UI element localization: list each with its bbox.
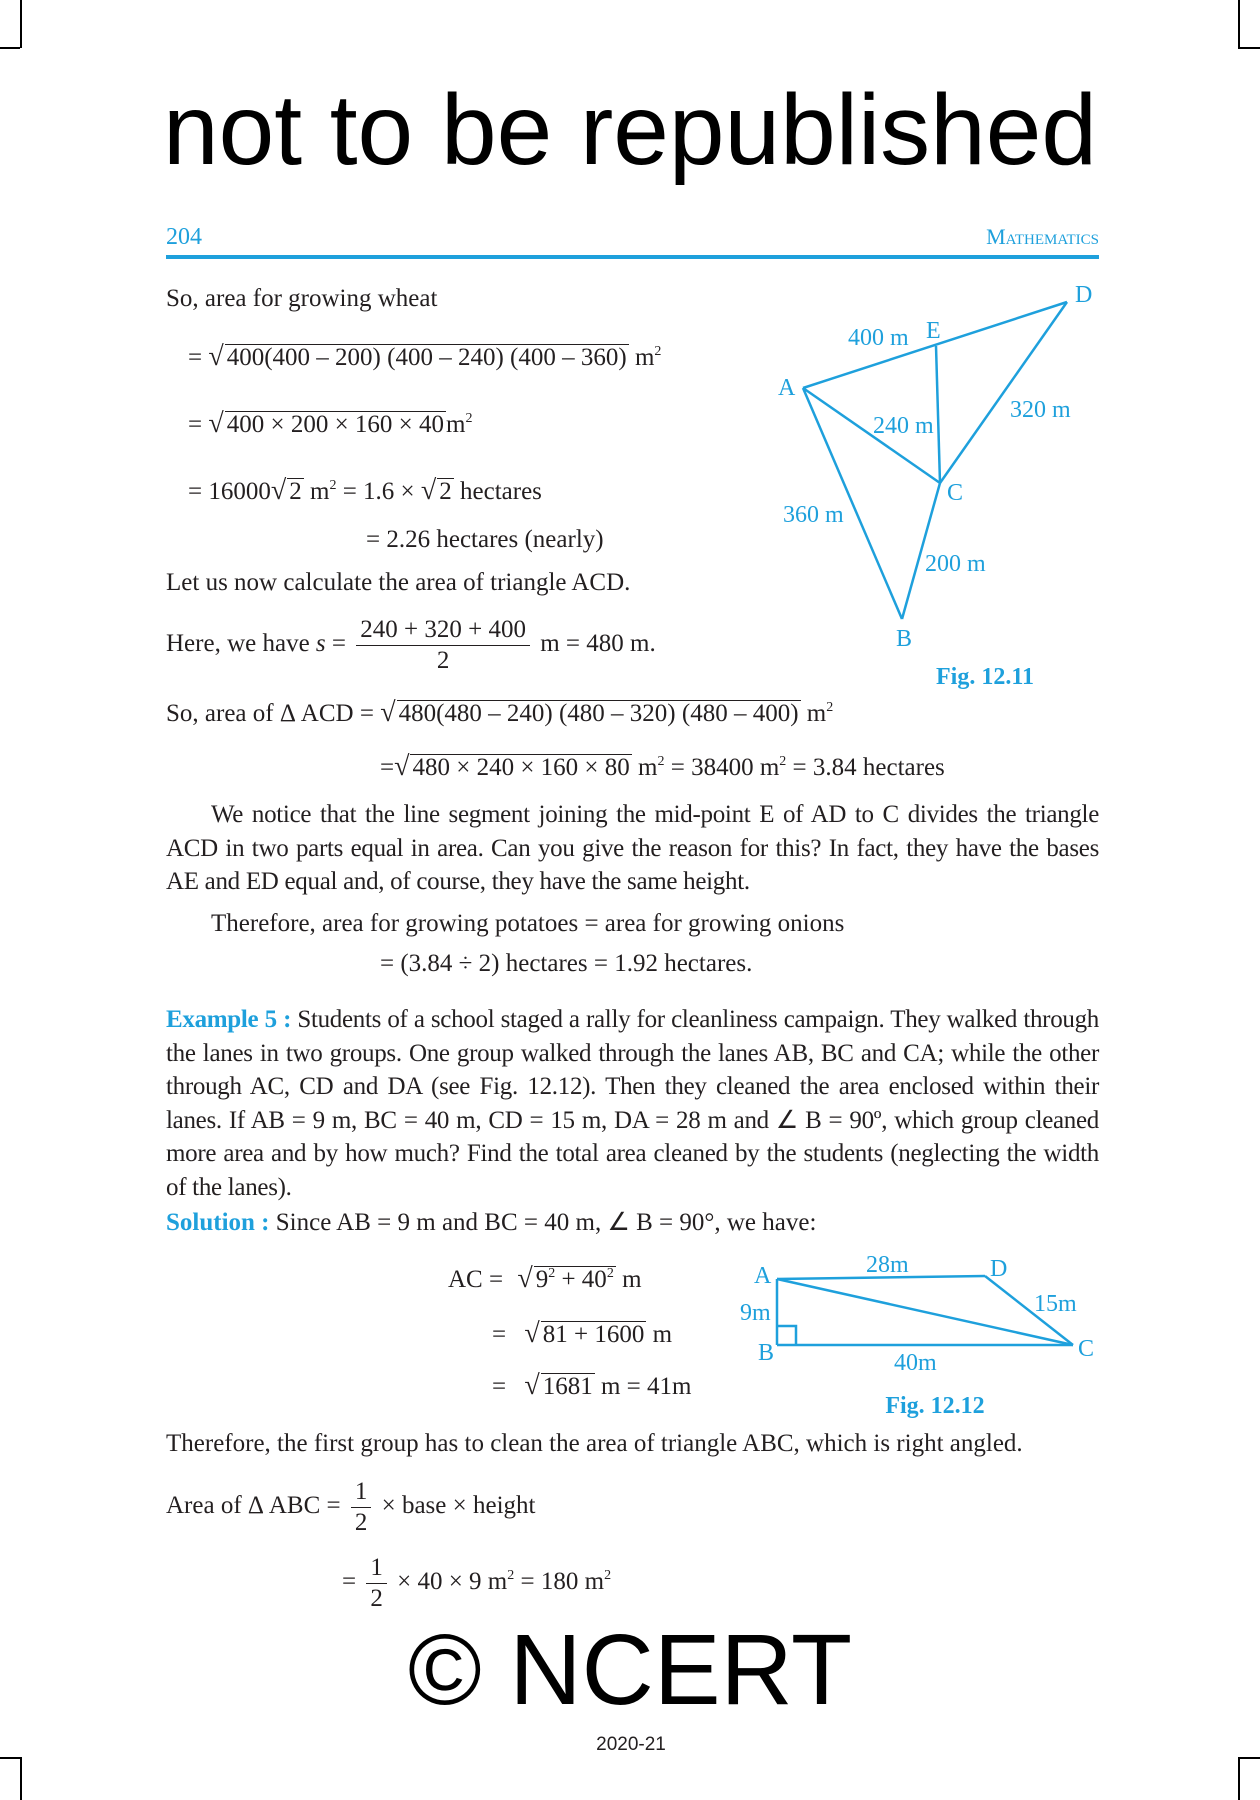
edge-ac [777,1279,1073,1345]
unit: m = 41m [600,1373,692,1400]
exponent: 2 [329,478,337,493]
watermark-republish: not to be republished [162,74,1098,186]
exponent: 2 [507,1568,515,1584]
unit: m [309,478,330,505]
example-label: Example 5 : [166,1006,292,1033]
example-text: Students of a school staged a rally for cleanliness campaign. They walked through the lanes in two groups. One group walked through the lanes AB, BC and CA; while the other through AC, CD and DA (see Fig. 12.12). Then they cleaned the area enclosed within their lanes. If AB = 9 m, BC = 40 m, CD = 15 m, DA = 28 m and ∠ B = 90º, which group cleaned more area and by how much? Find the total area cleaned by the students (neglecting the width of the lanes). [166,1006,1099,1201]
numerator: 1 [351,1477,372,1508]
text-line: Let us now calculate the area of triangle ACD. [166,569,631,596]
text: × 40 × 9 m [397,1568,508,1596]
vertex-label-a: A [754,1263,772,1289]
radicand: 1681 [542,1373,593,1400]
vertex-label-a: A [778,375,796,401]
denominator: 2 [370,1585,383,1612]
text: AC = [448,1266,504,1293]
sqrt-icon: √ [208,408,224,439]
radicand: 480 × 240 × 160 × 80 [412,754,630,781]
edge-ec [936,346,940,483]
running-header: Mathematics [986,224,1099,249]
value: = 1.6 × [342,478,415,505]
length-cd: 320 m [1010,397,1071,423]
unit: m [638,754,658,781]
sqrt-icon: √ [517,1263,533,1294]
eq-sign: = [188,344,203,371]
length-ac: 240 m [873,413,934,439]
unit: m [652,1321,673,1348]
text-line: Therefore, area for growing potatoes = area for growing onions [211,909,845,937]
eq-sign: = [380,754,395,781]
eq-sign: = [331,630,347,658]
unit: m [634,344,655,371]
value: = 3.84 hectares [792,754,945,781]
solution-text: Since AB = 9 m and BC = 40 m, ∠ B = 90°, we have: [275,1209,817,1236]
figure-12-11-labels [778,282,1092,690]
exponent: 2 [779,754,787,769]
exponent: 2 [548,1266,556,1281]
length-cd: 15m [1034,1291,1077,1317]
radicand: 2 [289,478,302,505]
vertex-label-d: D [990,1256,1008,1282]
vertex-label-e: E [926,318,941,344]
eq-sign: = [188,411,203,438]
radicand: 81 + 1600 [542,1321,645,1348]
sqrt-icon: √ [394,751,410,782]
unit: m [446,411,466,438]
text: × base × height [381,1492,536,1520]
text: Area of Δ ABC = [166,1492,341,1520]
exponent: 2 [654,344,662,359]
edge-ad [803,302,1067,388]
text-line: Therefore, the first group has to clean the area of triangle ABC, which is right angled. [166,1430,1023,1457]
length-bc: 200 m [925,551,986,577]
sqrt-icon: √ [208,341,224,372]
edge-cd [940,302,1067,483]
radicand: 400(400 – 200) (400 – 240) (400 – 360) [226,344,627,371]
text-line: So, area for growing wheat [166,285,438,312]
solution-label: Solution : [166,1209,270,1236]
eq-sign: = [492,1373,507,1400]
text: So, area of Δ ACD = [166,700,374,727]
vertex-label-d: D [1075,282,1093,308]
eq-sign: = [492,1321,507,1348]
text: = 180 m [520,1568,605,1596]
numerator: 240 + 320 + 400 [356,615,530,646]
eq-sign: = [188,478,203,505]
equation-line: = 2.26 hectares (nearly) [366,526,604,553]
right-angle-marker [777,1326,796,1345]
text: m = 480 m. [540,630,656,658]
length-ab: 360 m [783,502,844,528]
length-ab: 9m [740,1300,771,1326]
text: Here, we have [166,630,310,658]
variable: s [315,630,326,658]
sqrt-icon: √ [524,1370,540,1401]
value: 16000 [208,478,271,505]
watermark-ncert: © NCERT [407,1614,853,1726]
page-number: 204 [166,224,202,250]
denominator: 2 [436,647,450,674]
eq-sign: = [342,1568,357,1596]
numerator: 1 [366,1553,387,1584]
length-ad: 400 m [848,325,909,351]
sqrt-icon: √ [380,697,396,728]
value: = 38400 m [670,754,780,781]
length-bc: 40m [894,1350,937,1376]
paragraph: We notice that the line segment joining the mid-point E of AD to C divides the triangle ACD in two parts equal in area. Can you give the reason for this? In fact, they have the bases AE and ED equal and, of course, they have the same height. [166,801,1099,895]
sqrt-icon: √ [420,475,437,506]
exponent: 2 [604,1568,612,1584]
denominator: 2 [354,1509,368,1536]
unit: m [622,1266,642,1293]
radicand: 480(480 – 240) (480 – 320) (480 – 400) [398,700,799,727]
radicand: 2 [439,478,452,505]
term: + 40 [555,1266,607,1293]
exponent: 2 [826,700,834,715]
sqrt-icon: √ [524,1318,540,1349]
vertex-label-b: B [758,1340,775,1366]
vertex-label-c: C [1078,1336,1095,1362]
exponent: 2 [606,1266,614,1281]
length-ad: 28m [866,1252,909,1278]
figure-caption: Fig. 12.12 [885,1393,985,1419]
exponent: 2 [465,411,473,426]
vertex-label-c: C [947,480,964,506]
vertex-label-b: B [896,626,913,652]
figure-12-12 [777,1276,1073,1345]
term: 9 [535,1266,549,1293]
footer-year: 2020-21 [596,1734,666,1755]
unit: hectares [460,478,542,505]
exponent: 2 [657,754,665,769]
unit: m [806,700,827,727]
figure-caption: Fig. 12.11 [935,664,1035,690]
radicand: 400 × 200 × 160 × 40 [226,411,445,438]
sqrt-icon: √ [270,475,287,506]
equation-line: = (3.84 ÷ 2) hectares = 1.92 hectares. [380,949,753,977]
